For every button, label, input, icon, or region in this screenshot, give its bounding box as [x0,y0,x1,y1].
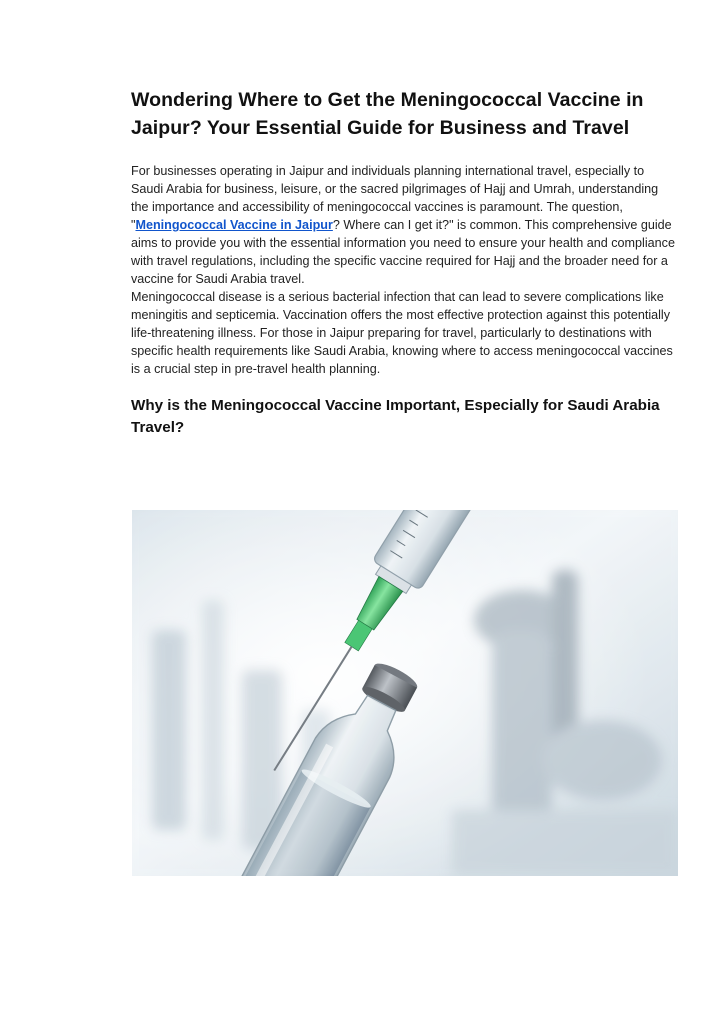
syringe-vial-photo [132,510,678,876]
intro-paragraph-1 [131,162,679,288]
article-intro [131,162,679,378]
intro-paragraph-2: Meningococcal disease is a serious bacterial infection that can lead to severe complications like meningitis and septicemia. Vaccination offers the most effective protection against this potentially life-threatening illness. For those in Jaipur preparing for travel, particularly to destinations with specific health requirements like Saudi Arabia, knowing where to access meningococcal vaccines is a crucial step in pre-travel health planning. [131,290,673,376]
paragraph-1-text-after: ? Where can I get it?" is common. This comprehensive guide aims to provide you with the essential information you need to ensure your health and compliance with travel regulations, including the specific vaccine required for Hajj and the broader need for a vaccine for Saudi Arabia travel. [131,218,675,286]
meningococcal-vaccine-link[interactable]: Meningococcal Vaccine in Jaipur [135,218,333,232]
syringe-vial-illustration [132,510,678,876]
document-page [131,86,679,439]
article-title: Wondering Where to Get the Meningococcal Vaccine in Jaipur? Your Essential Guide for Business and Travel [131,89,644,139]
paragraph-1-text-before: For businesses operating in Jaipur and individuals planning international travel, especially to Saudi Arabia for business, leisure, or the sacred pilgrimages of Hajj and Umrah, understanding the importance and accessibility of meningococcal vaccines is paramount. The question, " [131,164,659,232]
section-heading: Why is the Meningococcal Vaccine Important, Especially for Saudi Arabia Travel? [131,397,660,436]
